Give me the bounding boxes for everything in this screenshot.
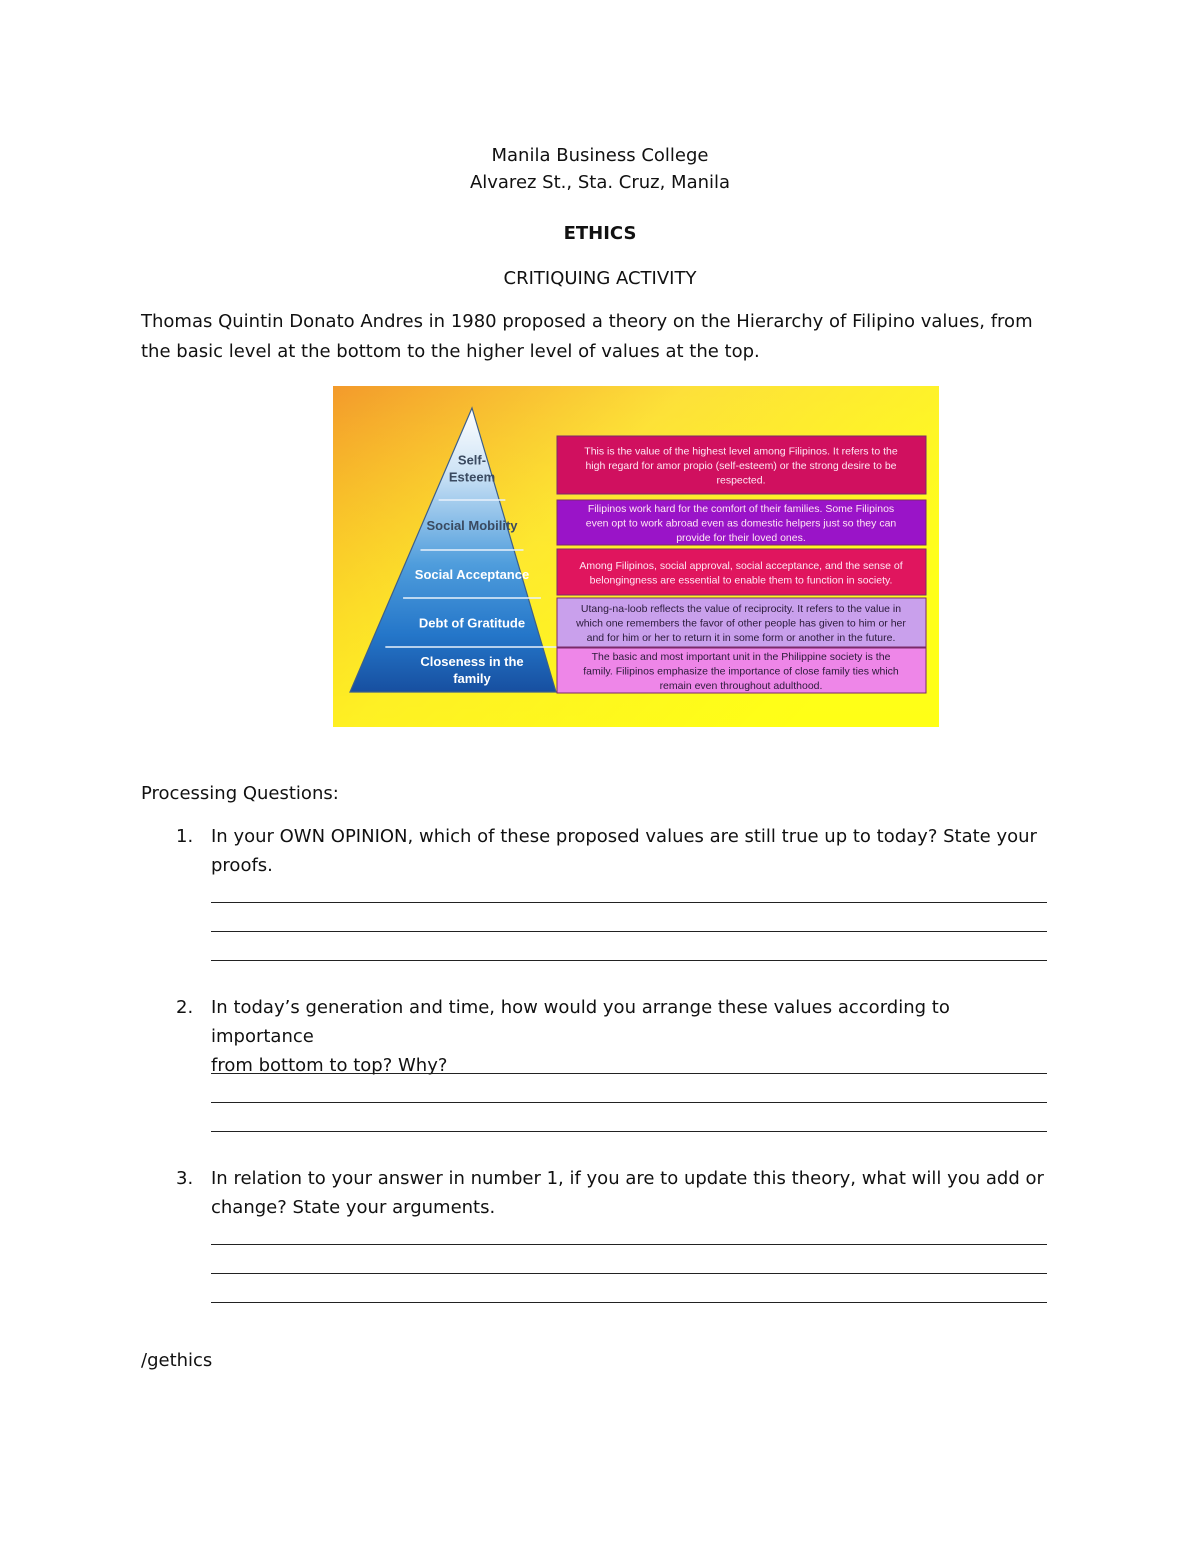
question-3-line-1: In relation to your answer in number 1, if you are to update this theory, what will you add or <box>211 1168 1044 1189</box>
level-description-text: and for him or her to return it in some form or another in the future. <box>586 632 896 644</box>
question-2-line-1: In today’s generation and time, how would you arrange these values according to importance <box>211 997 950 1047</box>
hierarchy-figure <box>333 386 939 727</box>
question-2-text <box>211 993 1051 1080</box>
pyramid-level-label: Self- <box>457 452 487 468</box>
level-description-text: remain even throughout adulthood. <box>659 680 823 692</box>
subject-title: ETHICS <box>563 223 637 244</box>
school-address: Alvarez St., Sta. Cruz, Manila <box>469 172 731 193</box>
answer-1-line-1[interactable] <box>211 902 1047 903</box>
answer-3-line-1[interactable] <box>211 1244 1047 1245</box>
level-description-text: This is the value of the highest level among Filipinos. It refers to the <box>584 445 898 458</box>
school-name: Manila Business College <box>491 145 709 166</box>
question-3-number: 3. <box>176 1168 194 1189</box>
level-description-text: high regard for amor propio (self-esteem) or the strong desire to be <box>585 460 897 472</box>
hierarchy-diagram <box>333 386 939 727</box>
pyramid-level-label: Closeness in the <box>420 654 524 669</box>
question-1-line-2: proofs. <box>211 855 273 876</box>
pyramid-level-label: Debt of Gratitude <box>418 615 526 631</box>
question-1-line-1: In your OWN OPINION, which of these proposed values are still true up to today? State your <box>211 826 1037 847</box>
questions-heading: Processing Questions: <box>141 783 339 804</box>
answer-3-line-2[interactable] <box>211 1273 1047 1274</box>
pyramid-level-label: Social Acceptance <box>414 567 530 582</box>
level-description-text: family. Filipinos emphasize the importance of close family ties which <box>583 665 899 678</box>
answer-2-line-3[interactable] <box>211 1131 1047 1132</box>
question-2-line-2: from bottom to top? Why? <box>211 1055 448 1076</box>
level-description-text: respected. <box>716 474 766 487</box>
pyramid-level-label: Social Mobility <box>426 518 518 533</box>
level-description-text: The basic and most important unit in the Philippine society is the <box>591 651 891 663</box>
question-3-text <box>211 1164 1051 1222</box>
question-3-line-2: change? State your arguments. <box>211 1197 496 1218</box>
question-1-text <box>211 822 1051 880</box>
level-description-text: Utang-na-loob reflects the value of reciprocity. It refers to the value in <box>580 603 902 615</box>
question-2-number: 2. <box>176 997 194 1018</box>
level-description-text: even opt to work abroad even as domestic helpers just so they can <box>585 517 897 530</box>
answer-1-line-2[interactable] <box>211 931 1047 932</box>
question-1-number: 1. <box>176 826 194 847</box>
answer-2-line-1[interactable] <box>211 1073 1047 1074</box>
level-description-text: Among Filipinos, social approval, social acceptance, and the sense of <box>579 559 903 572</box>
level-description-text: provide for their loved ones. <box>676 532 806 544</box>
answer-2-line-2[interactable] <box>211 1102 1047 1103</box>
footer-tag: /gethics <box>141 1350 213 1371</box>
intro-paragraph: Thomas Quintin Donato Andres in 1980 proposed a theory on the Hierarchy of Filipino values, from the basic level at the bottom to the higher level of values at the top. <box>141 311 1033 362</box>
answer-1-line-3[interactable] <box>211 960 1047 961</box>
pyramid-level-label: family <box>453 671 491 686</box>
level-description-text: Filipinos work hard for the comfort of their families. Some Filipinos <box>587 503 895 515</box>
level-description-box <box>557 549 926 595</box>
level-description-text: belongingness are essential to enable them to function in society. <box>589 574 893 587</box>
answer-3-line-3[interactable] <box>211 1302 1047 1303</box>
activity-title: CRITIQUING ACTIVITY <box>503 268 697 289</box>
pyramid-level-label: Esteem <box>448 469 496 485</box>
level-description-text: which one remembers the favor of other people has given to him or her <box>576 617 906 630</box>
